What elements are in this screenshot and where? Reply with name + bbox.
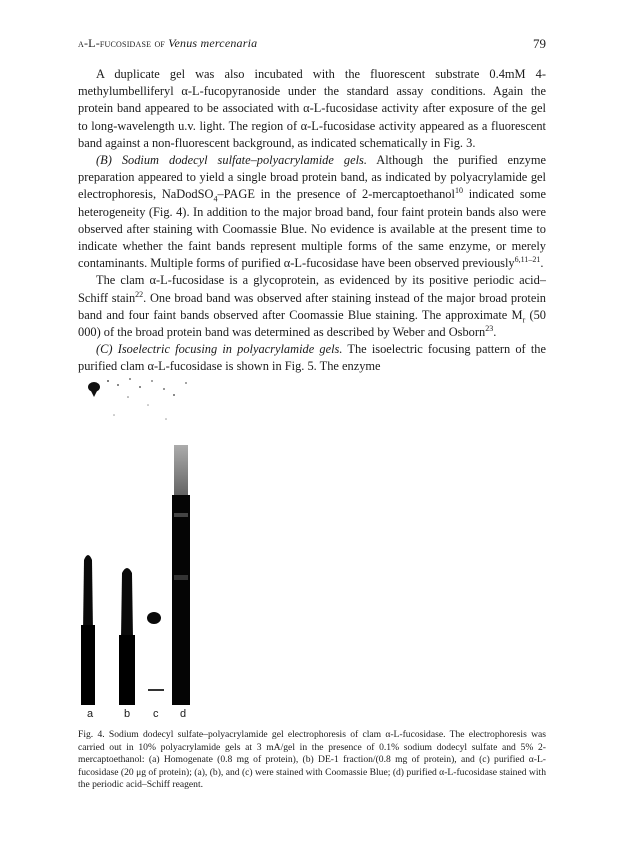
lane-c-band xyxy=(147,612,164,691)
figure-caption: Fig. 4. Sodium dodecyl sulfate–polyacrylamide gel electrophoresis of clam α-L-fucosidase. The electrophoresis was carried out in 10% polyacrylamide gels at 3 mA/gel in the presence of 0.1% sodium dodecyl sulfate and 5% 2-mercaptoethanol: (a) Homogenate (0.8 mg of protein), (b) DE-1 fraction/(0.8 mg of protein), and (c) purified α-L-fucosidase (20 μg of protein); (a), (b), and (c) were stained with Coomassie Blue; (d) purified α-L-fucosidase stained with the periodic acid–Schiff reagent. xyxy=(78,729,546,791)
lane-d-band xyxy=(172,445,190,705)
paragraph-fluorescent-substrate: A duplicate gel was also incubated with the fluorescent substrate 0.4mM 4-methylumbelliferyl α-L-fucopyranoside under the standard assay conditions. Again the protein band appeared to be associated with α-L-fucosidase activity after exposure of the gel to long-wavelength u.v. light. The region of α-L-fucosidase activity appeared as a fluorescent band against a non-fluorescent background, as indicated schematically in Fig. 3. xyxy=(78,67,546,150)
running-title xyxy=(78,36,257,51)
text-span: The clam α-L-fucosidase is a glycoprotein, as evidenced by its positive periodic acid–Schiff stain xyxy=(78,273,546,305)
running-header xyxy=(78,36,546,52)
paragraph-sds-page xyxy=(78,152,546,272)
text-span: –PAGE in the presence of 2-mercaptoethanol xyxy=(217,187,455,202)
lane-label-b: b xyxy=(124,708,131,720)
citation-superscript: 10 xyxy=(454,186,463,196)
top-speckle xyxy=(88,378,187,420)
text-span: (50 000) of the broad protein band was determined as described by Weber and Osborn xyxy=(78,307,546,340)
running-title-prefix: α-L-fucosidase of xyxy=(78,36,169,50)
citation-superscript: 22 xyxy=(135,289,144,299)
text-span: indicated some heterogeneity (Fig. 4). In addition to the major broad band, four faint protein bands also were observed after staining with Coomassie Blue. No evidence is available at the present time to indicate whether the faint bands represent multiple forms of the same enzyme, or merely contaminants. Multiple forms of purified α-L-fucosidase have been observed previously xyxy=(78,187,547,271)
paragraph-isoelectric-focusing xyxy=(78,341,546,375)
subscript: r xyxy=(522,315,526,325)
section-heading-sds-page: (B) Sodium dodecyl sulfate–polyacrylamide gels. xyxy=(96,153,367,168)
text-span: . xyxy=(540,256,544,271)
gel-photograph xyxy=(78,375,238,705)
section-heading-isoelectric: (C) Isoelectric focusing in polyacrylamide gels. xyxy=(96,342,343,357)
paragraph-glycoprotein xyxy=(78,272,546,341)
text-span: Although the purified enzyme preparation appeared to yield a single broad protein band, as indicated by polyacrylamide gel electrophoresis, NaDodSO xyxy=(78,153,546,202)
page-number: 79 xyxy=(533,36,546,51)
citation-superscript: 6,11–21 xyxy=(514,255,541,265)
gel-image xyxy=(78,375,238,705)
lane-label-c: c xyxy=(153,708,159,720)
text-span: . One broad band was observed after staining instead of the major broad protein band and four faint bands observed after Coomassie Blue staining. The approximate M xyxy=(78,290,547,322)
text-span: The isoelectric focusing pattern of the purified clam α-L-fucosidase is shown in Fig. 5. The enzyme xyxy=(78,342,546,374)
body-text xyxy=(78,66,546,376)
lane-label-a: a xyxy=(87,708,94,720)
text-span: . xyxy=(493,325,497,340)
running-title-species: Venus mercenaria xyxy=(168,36,258,50)
lane-label-d: d xyxy=(180,708,187,720)
lane-a-band xyxy=(81,555,95,705)
citation-superscript: 23 xyxy=(485,323,494,333)
subscript: 4 xyxy=(213,194,218,204)
lane-b-band xyxy=(119,568,135,705)
